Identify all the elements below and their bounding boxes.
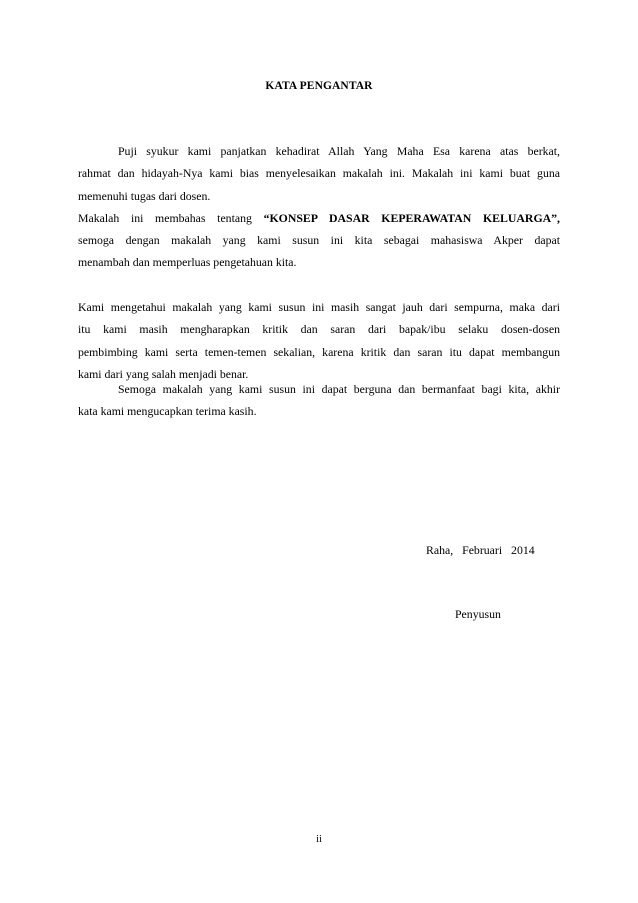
paragraph-line: Semoga makalah yang kami susun ini dapat berguna dan bermanfaat bagi kita, akhir bbox=[118, 382, 560, 396]
paragraph-line: pembimbing kami serta temen-temen sekalian, karena kritik dan saran itu dapat membangun bbox=[78, 344, 560, 359]
paragraph-line: itu kami masih mengharapkan kritik dan saran dari bapak/ibu selaku dosen-dosen bbox=[78, 322, 560, 337]
paragraph-apology bbox=[78, 296, 560, 385]
paragraph-line: menambah dan memperluas pengetahuan kita. bbox=[78, 255, 297, 270]
paragraph-line: Kami mengetahui makalah yang kami susun ini masih sangat jauh dari sempurna, maka dari bbox=[78, 300, 560, 314]
signer-label: Penyusun bbox=[455, 607, 501, 621]
paragraph-line: kata kami mengucapkan terima kasih. bbox=[78, 404, 257, 419]
paragraph-line: memenuhi tugas dari dosen. bbox=[78, 188, 211, 203]
topic-prefix: Makalah ini membahas tentang bbox=[78, 210, 252, 225]
paragraph-line: rahmat dan hidayah-Nya kami bias menyelesaikan makalah ini. Makalah ini kami buat guna bbox=[78, 166, 560, 181]
paragraph-line: Puji syukur kami panjatkan kehadirat Allah Yang Maha Esa karena atas berkat, bbox=[118, 144, 560, 158]
paragraph-line-topic bbox=[78, 207, 560, 229]
paragraph-line: kami dari yang salah menjadi benar. bbox=[78, 366, 249, 381]
document-title: KATA PENGANTAR bbox=[265, 80, 373, 92]
paragraph-closing bbox=[78, 378, 560, 423]
paragraph-line: semoga dengan makalah yang kami susun ini kita sebagai mahasiswa Akper dapat bbox=[78, 233, 560, 248]
place-date: Raha, Februari 2014 bbox=[426, 543, 535, 557]
topic-title: “KONSEP DASAR KEPERAWATAN KELUARGA”, bbox=[263, 210, 560, 225]
paragraph-intro bbox=[78, 140, 560, 274]
page-number: ii bbox=[316, 834, 322, 845]
